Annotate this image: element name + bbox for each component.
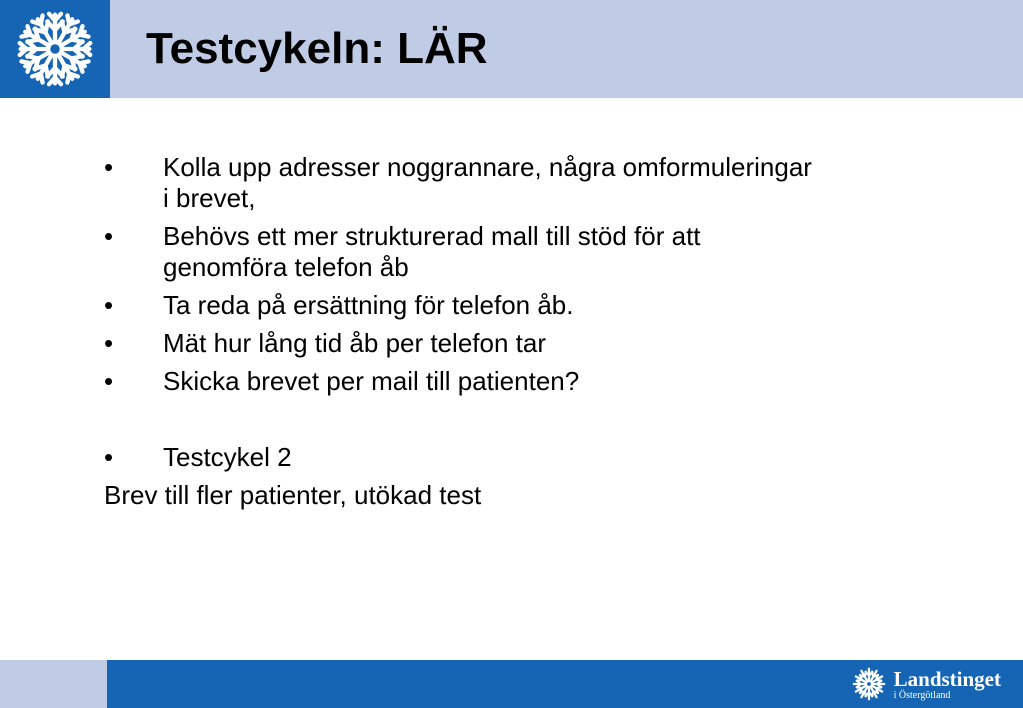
bullet-text-line: Ta reda på ersättning för telefon åb. xyxy=(163,290,574,320)
bullet-text-line: genomföra telefon åb xyxy=(163,252,409,282)
bullet-marker: • xyxy=(104,366,114,396)
bullet-list xyxy=(104,152,964,397)
spacer xyxy=(104,404,964,442)
bullet-marker: • xyxy=(104,290,114,320)
bullet-item-testcykel-2 xyxy=(104,442,964,473)
plain-text-line: Brev till fler patienter, utökad test xyxy=(104,480,482,510)
header-logo xyxy=(0,0,110,98)
slide-content xyxy=(104,152,964,511)
snowflake-flower-icon xyxy=(12,6,98,92)
bullet-text-line: Skicka brevet per mail till patienten? xyxy=(163,366,580,396)
bullet-text-line: Behövs ett mer strukturerad mall till stöd för att xyxy=(163,221,701,251)
bullet-item-2 xyxy=(104,221,964,283)
bullet-text-line: Testcykel 2 xyxy=(163,442,292,472)
bullet-text-line: i brevet, xyxy=(163,183,256,213)
bullet-list-2 xyxy=(104,442,964,473)
bullet-item-4 xyxy=(104,328,964,359)
bullet-marker: • xyxy=(104,442,114,472)
bullet-text-line: Mät hur lång tid åb per telefon tar xyxy=(163,328,547,358)
bullet-item-5 xyxy=(104,366,964,397)
footer-brand-text xyxy=(894,668,1001,701)
slide-title: Testcykeln: LÄR xyxy=(146,24,488,73)
bullet-item-3 xyxy=(104,290,964,321)
bullet-item-1 xyxy=(104,152,964,214)
footer-brand-name: Landstinget xyxy=(893,666,1001,691)
bullet-marker: • xyxy=(104,328,114,358)
footer-brand-logo xyxy=(850,662,1001,706)
bullet-text-line: Kolla upp adresser noggrannare, några omformuleringar xyxy=(163,152,812,182)
bullet-marker: • xyxy=(104,221,114,251)
footer-brand-sub: i Östergötland xyxy=(893,689,951,701)
footer-left-block xyxy=(0,660,107,708)
snowflake-flower-icon xyxy=(850,665,888,703)
bullet-marker: • xyxy=(104,152,114,182)
